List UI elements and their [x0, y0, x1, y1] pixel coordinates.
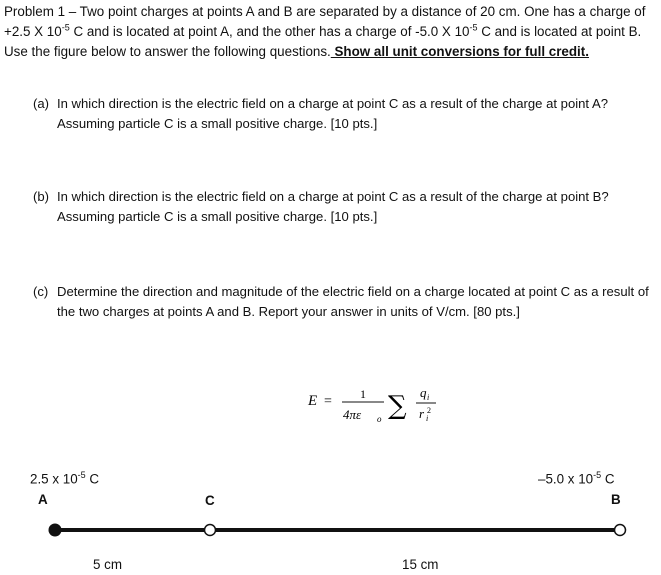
question-c [33, 282, 655, 322]
point-a-label: A [38, 492, 48, 507]
question-c-text: Determine the direction and magnitude of the electric field on a charge located at point C as a result of the two charges at points A and B. Report your answer in units of V/cm. [80 pts.] [57, 284, 649, 319]
formula-lhs: E [308, 393, 318, 409]
point-b-label: B [611, 492, 621, 507]
charge-a-unit: C [85, 471, 100, 487]
point-a-marker [49, 524, 62, 537]
question-a-label: (a) [33, 96, 50, 111]
question-b-label: (b) [33, 189, 50, 204]
formula-q-sub: i [427, 393, 430, 402]
intro-exponent-2: -5 [469, 22, 478, 33]
intro-part1: Problem 1 – Two point charges at points A and B are separated by a distance of 20 cm. One has a charge of +2.5 X 10 [4, 4, 646, 39]
charge-b-label [538, 470, 615, 486]
question-a [33, 94, 655, 134]
credit-note: Show all unit conversions for full credit. [330, 44, 589, 59]
point-c-label: C [205, 493, 215, 508]
distance-cb-label: 15 cm [402, 557, 439, 572]
intro-part3: C and is located at point B. Use the figure below to answer the following questions. [4, 24, 642, 59]
question-b-text: In which direction is the electric field on a charge at point C as a result of the charge at point B? Assuming particle C is a small positive charge. [10 pts.] [57, 189, 609, 224]
formula-q: q [420, 385, 427, 400]
charge-b-unit: C [601, 471, 615, 487]
charge-a-base: 2.5 x 10 [30, 471, 78, 487]
problem-intro [4, 2, 660, 62]
charge-line-figure [0, 515, 661, 545]
formula-numerator: 1 [360, 387, 366, 401]
distance-ac-label: 5 cm [93, 557, 123, 572]
electric-field-formula [300, 378, 460, 428]
charge-b-exponent: -5 [593, 470, 602, 480]
point-b-marker [615, 525, 626, 536]
formula-r: r [419, 406, 425, 421]
question-a-text: In which direction is the electric field on a charge at point C as a result of the charge at point A? Assuming particle C is a small positive charge. [10 pts.] [57, 96, 608, 131]
question-c-label: (c) [33, 284, 49, 299]
question-b [33, 187, 655, 227]
formula-sum-symbol: ∑ [388, 391, 407, 421]
charge-a-label [30, 470, 99, 486]
intro-part2: C and is located at point A, and the other has a charge of -5.0 X 10 [69, 24, 470, 39]
formula-denominator: 4πε [343, 407, 362, 422]
formula-r-sup: 2 [427, 406, 431, 415]
intro-exponent-1: -5 [61, 22, 70, 33]
formula-r-sub: i [426, 414, 429, 423]
formula-denominator-sub: o [377, 414, 382, 424]
point-c-marker [205, 525, 216, 536]
charge-b-base: –5.0 x 10 [538, 471, 594, 487]
formula-equals: = [324, 394, 332, 409]
charge-a-exponent: -5 [77, 470, 86, 480]
